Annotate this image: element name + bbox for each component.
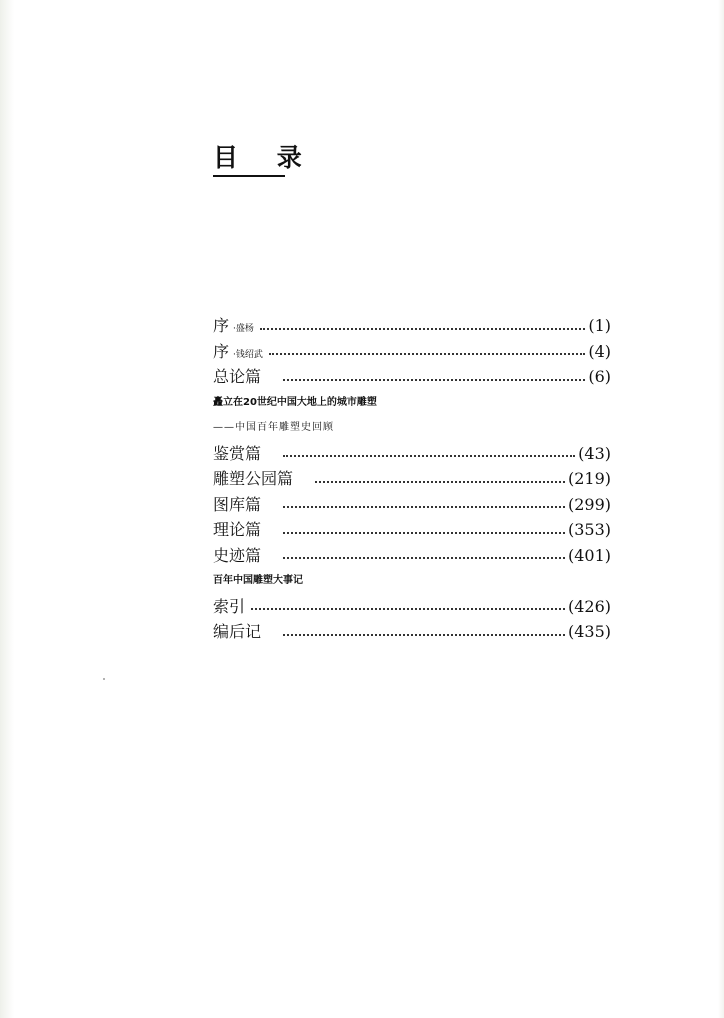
toc-entry-page: (1) <box>588 316 611 335</box>
toc-entry-page: (401) <box>567 545 611 565</box>
toc-entry-page: (219) <box>567 469 611 488</box>
toc-entry-label: 图库篇 <box>213 494 262 514</box>
toc-entry-page: (4) <box>588 341 611 361</box>
dot-leader <box>283 379 585 381</box>
toc-entry-preface-2[interactable] <box>213 339 611 365</box>
dot-leader <box>283 455 575 457</box>
toc-entry-label: 序 <box>213 341 230 361</box>
toc-entry-page: (43) <box>578 443 611 463</box>
toc-entry-sculpture-park[interactable] <box>213 466 611 492</box>
dot-leader <box>283 634 565 636</box>
toc-entry-author: ·钱绍武 <box>233 349 263 360</box>
toc-entry-theory[interactable] <box>213 517 611 543</box>
page-title: 目 录 <box>213 143 285 177</box>
page-edge-shadow-right <box>718 0 724 1018</box>
toc-entry-label: 总论篇 <box>213 367 262 386</box>
toc-entry-page: (6) <box>588 367 611 386</box>
toc-subtitle-note: 矗立在20世纪中国大地上的城市雕塑 <box>213 396 377 408</box>
dot-leader <box>315 481 565 483</box>
dot-leader <box>283 532 565 534</box>
dot-leader <box>251 608 565 610</box>
toc-entry-label: 序 <box>213 316 230 335</box>
toc-entry-page: (426) <box>567 596 611 616</box>
page-edge-shadow-left <box>0 0 14 1018</box>
toc-entry-appreciation[interactable] <box>213 441 611 467</box>
paper-speck <box>103 678 105 680</box>
toc-entry-afterword[interactable] <box>213 619 611 645</box>
toc-entry-gallery[interactable] <box>213 492 611 518</box>
toc-subtitle-note: 百年中国雕塑大事记 <box>213 575 303 586</box>
toc-subtitle-note: ——中国百年雕塑史回顾 <box>213 422 334 433</box>
toc-entry-page: (299) <box>567 494 611 514</box>
toc-entry-history[interactable] <box>213 543 611 569</box>
toc-entry-index[interactable] <box>213 594 611 620</box>
toc-entry-page: (353) <box>567 520 611 539</box>
toc-entry-label: 理论篇 <box>213 520 262 539</box>
toc-entry-general[interactable] <box>213 364 611 390</box>
toc-entry-author: ·盛杨 <box>233 324 254 334</box>
table-of-contents <box>213 313 611 645</box>
toc-entry-label: 索引 <box>213 596 246 616</box>
dot-leader <box>269 353 585 355</box>
toc-entry-label: 雕塑公园篇 <box>213 469 294 488</box>
dot-leader <box>283 506 565 508</box>
dot-leader <box>283 557 565 559</box>
toc-entry-page: (435) <box>567 622 611 641</box>
toc-entry-label: 鉴赏篇 <box>213 443 262 463</box>
toc-entry-preface-1[interactable] <box>213 313 611 339</box>
toc-entry-label: 史迹篇 <box>213 545 262 565</box>
dot-leader <box>260 328 585 330</box>
toc-entry-label: 编后记 <box>213 622 262 641</box>
